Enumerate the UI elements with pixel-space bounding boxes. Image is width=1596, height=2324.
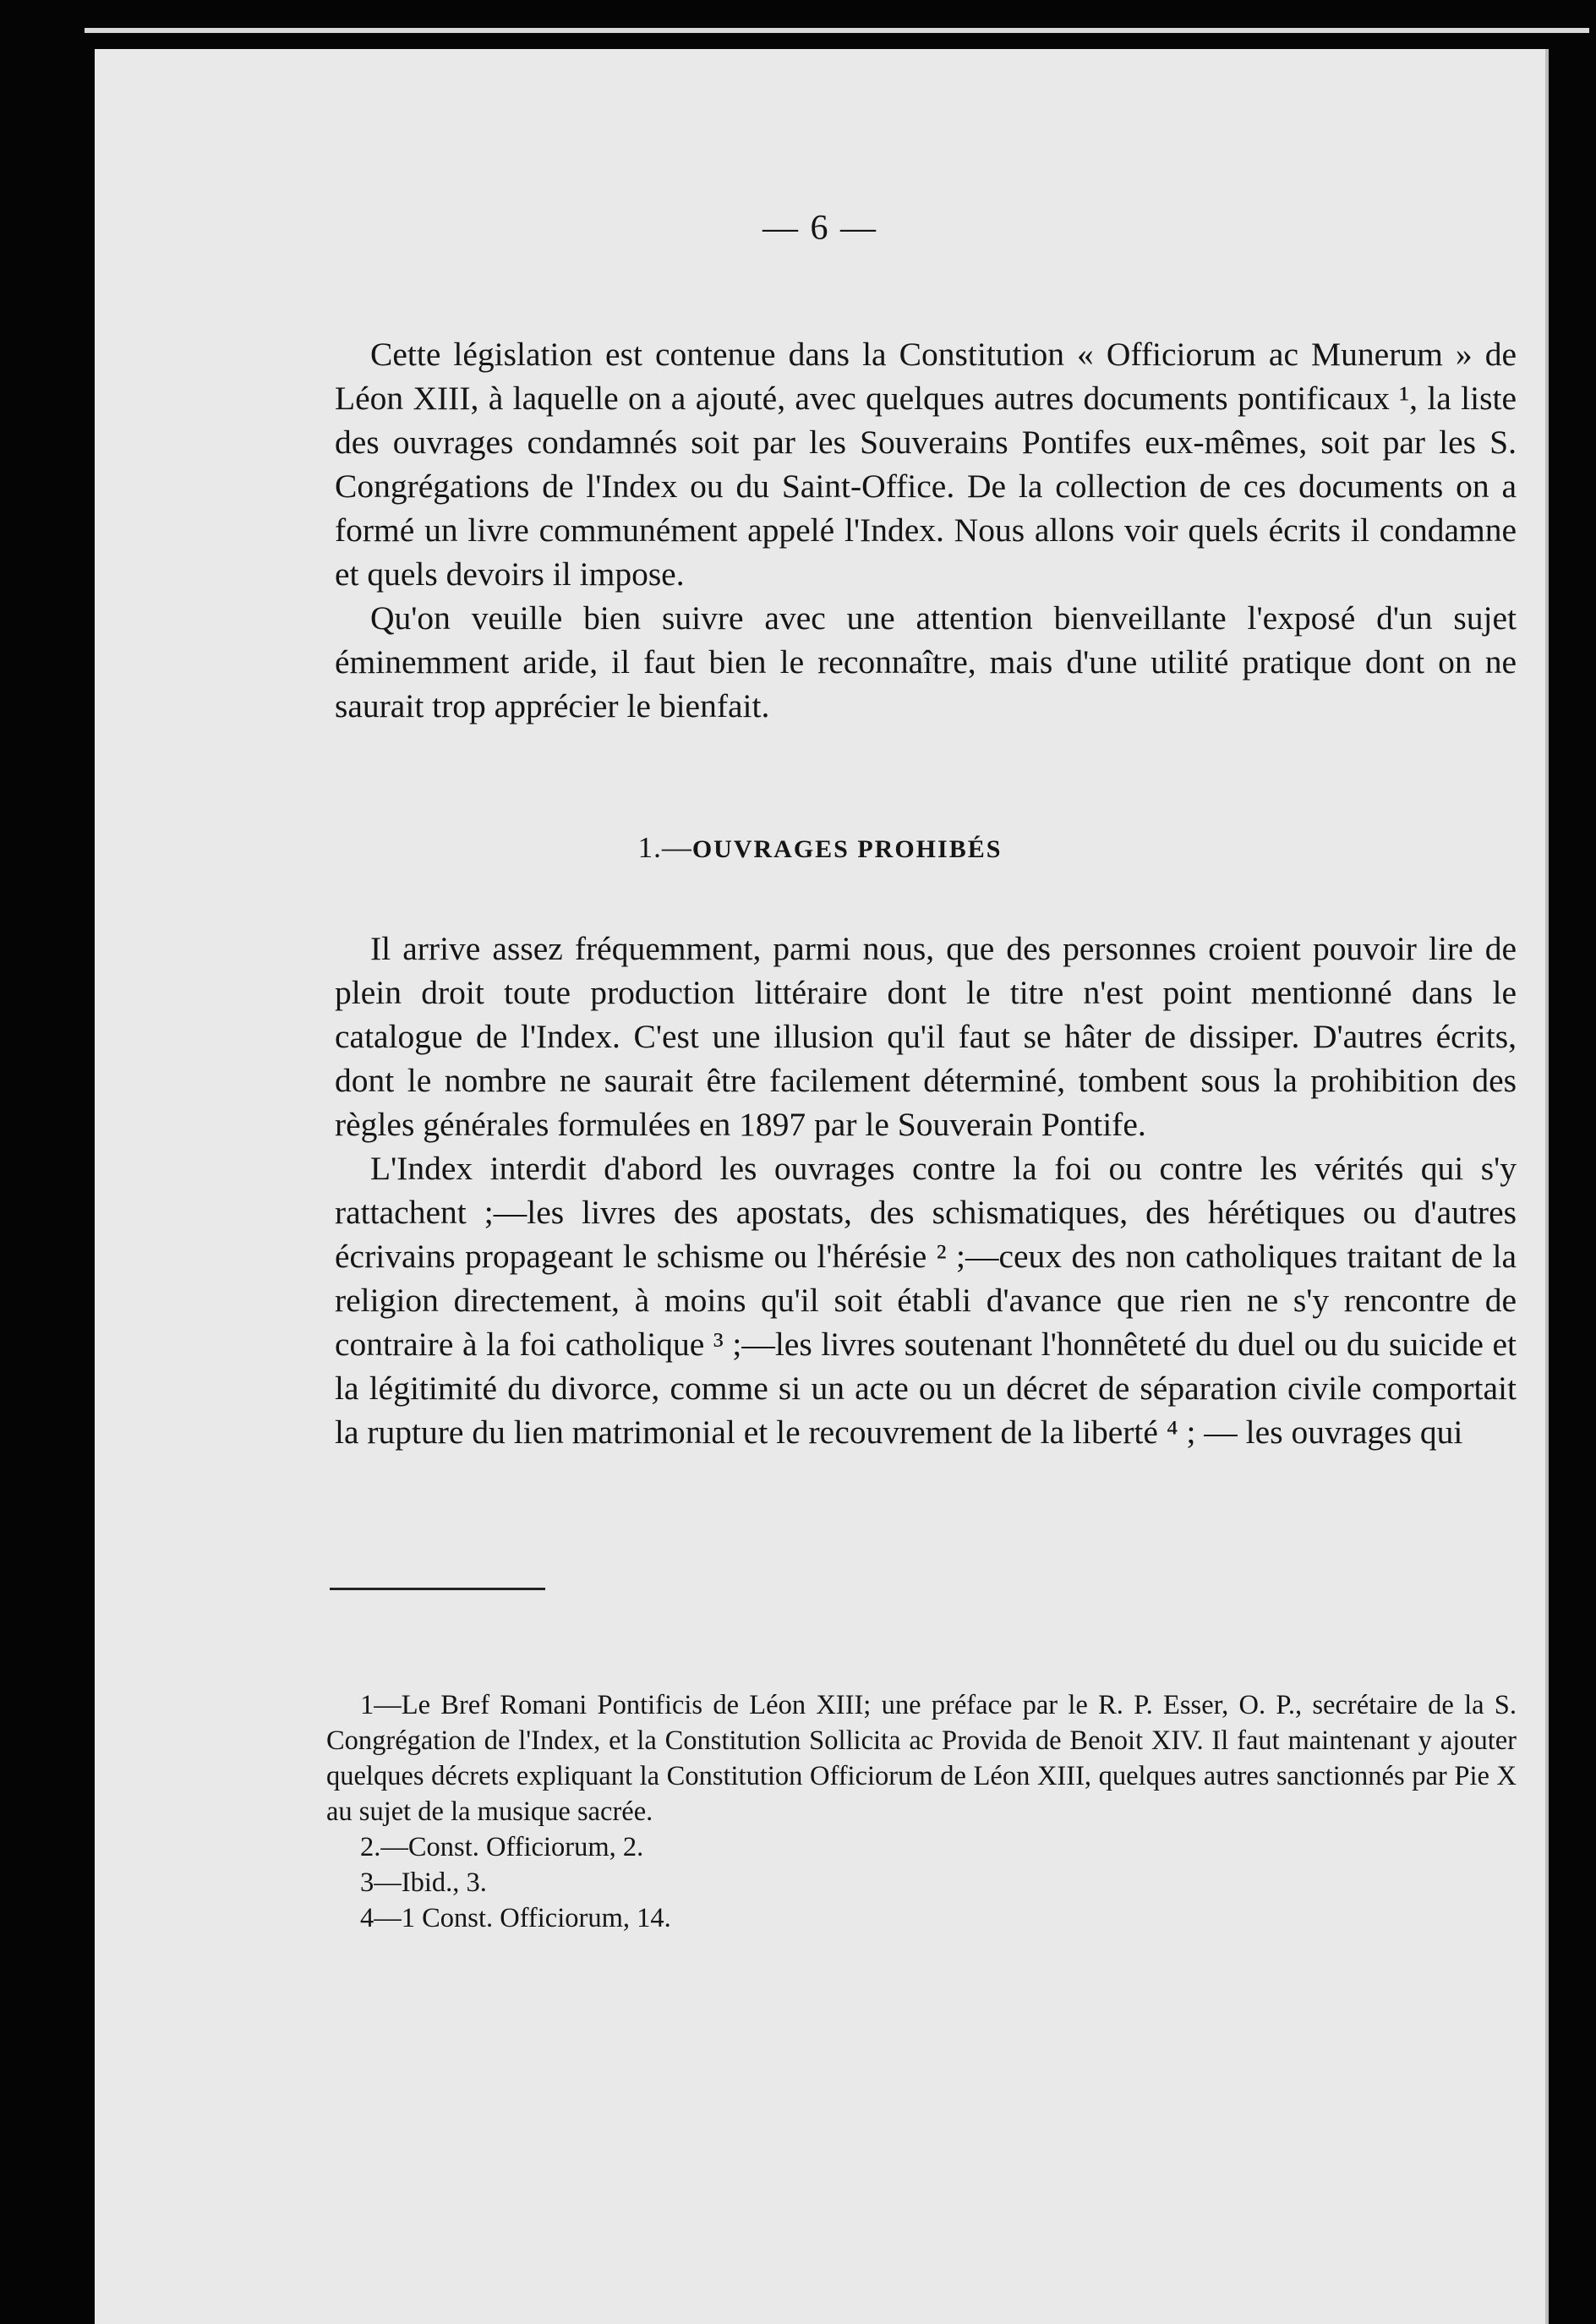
intro-text (335, 332, 1517, 728)
section-number: 1.— (637, 831, 692, 864)
footnote-rule (330, 1588, 545, 1590)
section-title: OUVRAGES PROHIBÉS (691, 835, 1003, 863)
scan-top-edge (85, 28, 1589, 33)
section-heading (95, 831, 1545, 865)
paragraph: Qu'on veuille bien suivre avec une attention bienveillante l'exposé d'un sujet éminemment aride, il faut bien le reconnaître, mais d'une utilité pratique dont on ne saurait trop apprécier le bienfait. (335, 599, 1517, 725)
page-right-edge (1545, 49, 1549, 2324)
footnote: 4—1 Const. Officiorum, 14. (360, 1903, 671, 1933)
footnotes (326, 1687, 1517, 1936)
paragraph: L'Index interdit d'abord les ouvrages contre la foi ou contre les vérités qui s'y rattachent ;—les livres des apostats, des schismatiques, des hérétiques ou d'autres écrivains propageant le schisme ou l'hérésie ² ;—ceux des non catholiques traitant de la religion directement, à moins qu'il soit établi d'avance que rien ne s'y rencontre de contraire à la foi catholique ³ ;—les livres soutenant l'honnêteté du duel ou du suicide et la légitimité du divorce, comme si un acte ou un décret de séparation civile comportait la rupture du lien matrimonial et le recouvrement de la liberté ⁴ ; — les ouvrages qui (335, 1150, 1517, 1451)
paragraph: Il arrive assez fréquemment, parmi nous, que des personnes croient pouvoir lire de plein droit toute production littéraire dont le titre n'est point mentionné dans le catalogue de l'Index. C'est une illusion qu'il faut se hâter de dissiper. D'autres écrits, dont le nombre ne saurait être facilement déterminé, tombent sous la prohibition des règles générales formulées en 1897 par le Souverain Pontife. (335, 930, 1517, 1143)
footnote: 1—Le Bref Romani Pontificis de Léon XIII; une préface par le R. P. Esser, O. P., secrétaire de la S. Congrégation de l'Index, et la Constitution Sollicita ac Provida de Benoit XIV. Il faut maintenant y ajouter quelques décrets expliquant la Constitution Officiorum de Léon XIII, quelques autres sanctionnés par Pie X au sujet de la musique sacrée. (326, 1690, 1517, 1827)
footnote: 2.—Const. Officiorum, 2. (360, 1832, 644, 1862)
footnote: 3—Ibid., 3. (360, 1867, 487, 1898)
page-number: — 6 — (762, 209, 877, 248)
paragraph: Cette législation est contenue dans la Constitution « Officiorum ac Munerum » de Léon XIII, à laquelle on a ajouté, avec quelques autres documents pontificaux ¹, la liste des ouvrages condamnés soit par les Souverains Pontifes eux-mêmes, soit par les S. Congrégations de l'Index ou du Saint-Office. De la collection de ces documents on a formé un livre communément appelé l'Index. Nous allons voir quels écrits il condamne et quels devoirs il impose. (335, 336, 1517, 593)
section-text (335, 927, 1517, 1454)
book-page (95, 49, 1545, 2324)
